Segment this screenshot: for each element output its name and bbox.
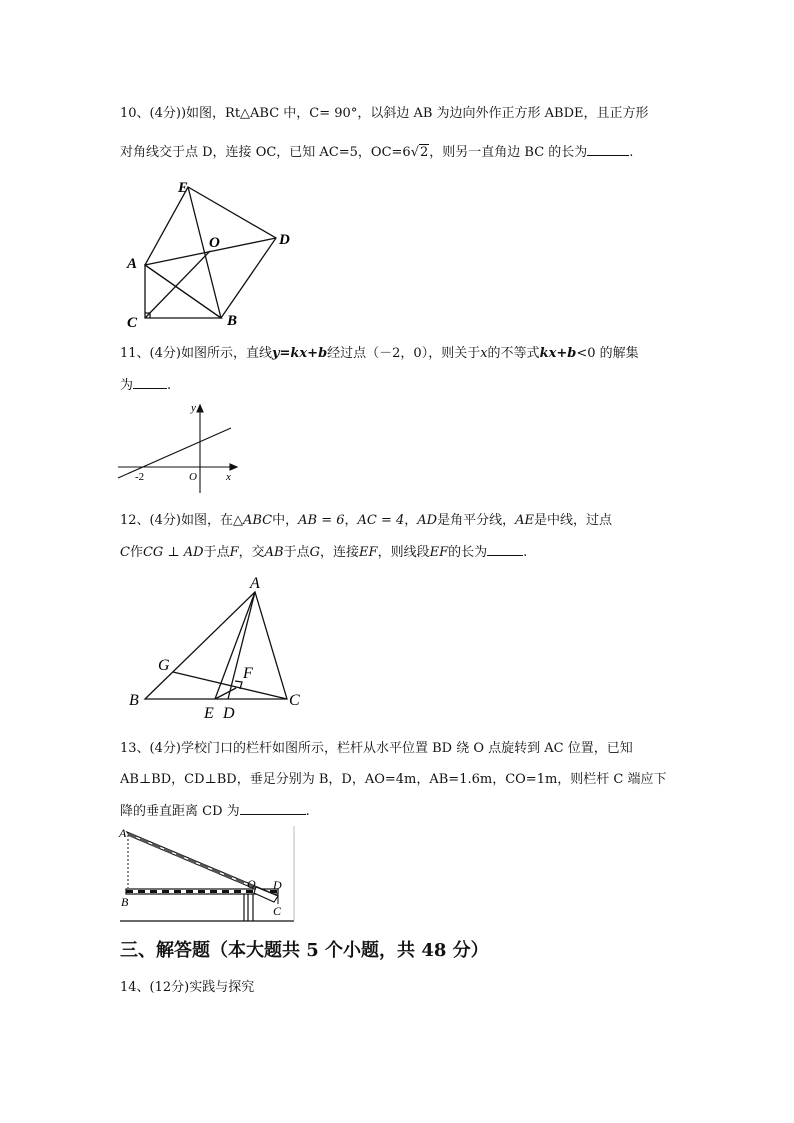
label-c: C [289,692,300,709]
q12-text: ，连接 [320,545,360,560]
triangle-abc [145,592,287,699]
q10-figure [118,175,308,335]
q12-text: 作 [129,545,143,560]
q13-text: 降的垂直距离 CD 为 [120,804,240,819]
q12-text: 是角平分线， [437,513,516,528]
q11-line2 [120,374,171,393]
label-e: E [178,180,189,196]
expr-ae: AE [515,513,535,528]
q11-figure [115,398,245,496]
segment-ab: AB [264,545,284,560]
segment-cg [173,672,287,699]
label-c: C [127,315,138,331]
expr-ad: AD [417,513,438,528]
label-d: D [223,705,235,722]
q13-line1: 13、(4分)学校门口的栏杆如图所示，栏杆从水平位置 BD 绕 O 点旋转到 AC 位置，已知 [120,741,633,756]
label-o: O [247,877,256,891]
q12-text: ， [404,513,418,528]
label-neg2: -2 [135,471,145,483]
period: . [629,145,634,160]
period: . [523,545,528,560]
q13-line2: AB⊥BD，CD⊥BD，垂足分别为 B，D，AO=4m，AB=1.6m，CO=1m，则栏杆 C 端应下 [120,772,667,787]
answer-blank[interactable] [240,801,306,815]
q10-line2 [120,141,633,160]
expr-ab: AB = 6 [298,513,345,528]
sqrt-radicand: 2 [420,145,429,160]
point-g: G [309,545,321,560]
label-d: D [273,878,282,892]
triangle-name: △ABC [232,513,273,528]
q10-line2-post: ，则另一直角边 BC 的长为 [429,145,588,160]
label-b: B [129,692,139,709]
label-b: B [227,313,238,329]
variable-x: x [480,346,488,361]
line-equation: y=kx+b [271,346,328,361]
label-origin: O [189,471,197,483]
q11-text: 的不等式 [487,346,540,361]
q10-line1: 10、(4分))如图，Rt△ABC 中，C= 90°，以斜边 AB 为边向外作正方形 ABDE，且正方形 [120,106,649,121]
label-d: D [279,232,290,248]
q12-text: 12、(4分)如图，在 [120,513,233,528]
label-b: B [121,895,129,909]
expr-ac: AC = 4 [357,513,405,528]
q11-line1 [120,342,639,361]
q12-line2 [120,541,527,560]
segment-ef: EF [359,545,378,560]
answer-blank[interactable] [133,375,167,389]
q13-line3 [120,800,310,819]
answer-blank[interactable] [587,142,629,156]
label-f: F [243,665,253,682]
q12-text: 的长为 [448,545,488,560]
section-title: 三、解答题（本大题共 5 个小题，共 48 分） [120,940,489,961]
q14-line1: 14、(12分)实践与探究 [120,980,255,995]
label-a: A [119,826,127,840]
label-a: A [250,575,260,592]
label-x: x [226,471,231,483]
label-y: y [191,402,196,414]
point-f: F [229,545,239,560]
y-axis-arrow [197,405,203,412]
q11-text: 经过点（－2，0），则关于 [327,346,481,361]
period: . [305,804,310,819]
q12-text: 于点 [283,545,310,560]
q12-text: 中， [272,513,299,528]
q13-figure [116,824,301,926]
q12-text: ，交 [238,545,265,560]
q10-line2-pre: 对角线交于点 D，连接 OC，已知 AC=5，OC=6 [120,145,411,160]
segment-oc [145,251,210,318]
answer-blank[interactable] [487,542,523,556]
label-o: O [209,235,220,251]
sqrt-symbol: √2 [410,145,429,160]
q12-line1 [120,509,612,528]
q12-text: 是中线，过点 [534,513,613,528]
q12-text: ，则线段 [377,545,430,560]
expr-cg-perp-ad: CG ⊥ AD [142,545,204,560]
q12-text: ， [344,513,358,528]
q11-text: 为 [120,378,134,393]
point-c: C [120,545,130,560]
q12-text: 于点 [203,545,230,560]
q11-text: 11、(4分)如图所示，直线 [120,346,272,361]
period: . [167,378,172,393]
label-e: E [204,705,214,722]
q11-text: <0 的解集 [576,346,639,361]
label-c: C [273,904,282,918]
inequality-expr: kx+b [539,346,577,361]
q12-figure [120,570,320,725]
label-g: G [158,657,170,674]
x-axis-arrow [230,464,237,470]
post [244,894,253,921]
label-a: A [127,256,138,272]
segment-ef: EF [429,545,449,560]
